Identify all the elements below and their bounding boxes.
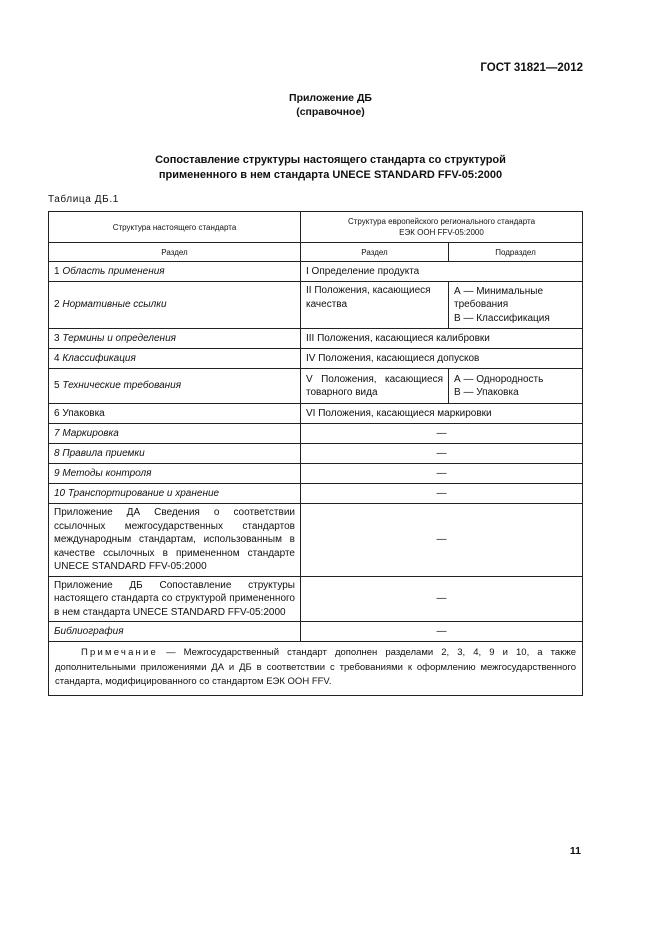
row-5-left <box>49 369 301 404</box>
table-label: Таблица ДБ.1 <box>48 194 119 205</box>
row-10-left: 10 Транспортирование и хранение <box>49 484 301 504</box>
table-row <box>49 424 583 444</box>
row-3-right: III Положения, касающиеся калибровки <box>301 329 583 349</box>
header-european-line-1: Структура европейского регионального стандарта <box>347 217 536 226</box>
table-row <box>49 444 583 464</box>
header-section-left: Раздел <box>49 243 301 262</box>
document-title <box>0 153 661 182</box>
header-subsection: Подраздел <box>449 243 583 262</box>
row-annex-db-right: — <box>301 576 583 622</box>
row-9-left: 9 Методы контроля <box>49 464 301 484</box>
row-5-number: 5 <box>54 380 60 392</box>
structure-comparison-table <box>48 211 583 696</box>
row-5-subsection-b: В — Упаковка <box>454 387 519 398</box>
document-title-line-1: Сопоставление структуры настоящего стандарта со структурой <box>155 154 506 166</box>
table-row <box>49 369 583 404</box>
header-current-structure: Структура настоящего стандарта <box>49 212 301 243</box>
row-8-left: 8 Правила приемки <box>49 444 301 464</box>
row-2-subsection-a: А — Минимальные требования <box>454 285 544 311</box>
row-4-title: Классификация <box>62 352 136 364</box>
table-row <box>49 349 583 369</box>
table-note-row <box>49 642 583 696</box>
row-annex-db-left: Приложение ДБ Сопоставление структуры настоящего стандарта со структурой примененного в нем стандарта UNECE STANDARD FFV-05:2000 <box>49 576 301 622</box>
row-7-left: 7 Маркировка <box>49 424 301 444</box>
row-2-subsection <box>449 282 583 329</box>
header-european-structure <box>301 212 583 243</box>
standard-code: ГОСТ 31821—2012 <box>480 62 583 74</box>
row-2-right: II Положения, касающиеся качества <box>301 282 449 329</box>
row-3-number: 3 <box>54 332 60 344</box>
row-2-left <box>49 282 301 329</box>
header-european-line-2: ЕЭК ООН FFV-05:2000 <box>399 228 484 237</box>
table-subheader-row <box>49 243 583 262</box>
row-9-right: — <box>301 464 583 484</box>
row-4-number: 4 <box>54 352 60 364</box>
row-6-left: 6 Упаковка <box>49 404 301 424</box>
row-2-title: Нормативные ссылки <box>62 299 167 311</box>
note-text: — Межгосударственный стандарт дополнен разделами 2, 3, 4, 9 и 10, а также дополнительными приложениями ДА и ДБ в соответствии с требованиями к оформлению межгосударственного стандарта, модифицированного со стандартом ЕЭК ООН FFV. <box>55 647 576 687</box>
row-5-title: Технические требования <box>62 380 182 392</box>
table-row <box>49 404 583 424</box>
row-5-right: V Положения, касающиеся товарного вида <box>301 369 449 404</box>
row-annex-da-right: — <box>301 504 583 577</box>
table-row <box>49 622 583 642</box>
row-4-left <box>49 349 301 369</box>
table-row <box>49 576 583 622</box>
appendix-title: Приложение ДБ <box>289 92 372 104</box>
header-section-right: Раздел <box>301 243 449 262</box>
appendix-subtitle: (справочное) <box>296 106 365 118</box>
row-3-left <box>49 329 301 349</box>
row-10-right: — <box>301 484 583 504</box>
table-row <box>49 504 583 577</box>
row-bibliography-right: — <box>301 622 583 642</box>
table-row <box>49 329 583 349</box>
row-5-subsection <box>449 369 583 404</box>
row-1-title: Область применения <box>62 265 165 277</box>
table-row <box>49 464 583 484</box>
row-2-subsection-b: В — Классификация <box>454 312 550 324</box>
row-1-number: 1 <box>54 265 60 277</box>
row-7-right: — <box>301 424 583 444</box>
row-annex-da-left: Приложение ДА Сведения о соответствии ссылочных межгосударственных стандартов международным стандартам, использованным в качестве ссылочных в примененном стандарте UNECE STANDARD FFV-05:2000 <box>49 504 301 577</box>
table-row <box>49 484 583 504</box>
row-2-number: 2 <box>54 299 60 311</box>
row-bibliography-left: Библиография <box>49 622 301 642</box>
page-number: 11 <box>569 845 581 857</box>
row-3-title: Термины и определения <box>62 332 176 344</box>
row-8-right: — <box>301 444 583 464</box>
appendix-heading <box>0 91 661 119</box>
row-6-right: VI Положения, касающиеся маркировки <box>301 404 583 424</box>
row-1-right: I Определение продукта <box>301 262 583 282</box>
table-row <box>49 262 583 282</box>
note-label: Примечание <box>81 647 158 658</box>
row-4-right: IV Положения, касающиеся допусков <box>301 349 583 369</box>
row-1-left <box>49 262 301 282</box>
table-row <box>49 282 583 329</box>
document-title-line-2: примененного в нем стандарта UNECE STANDARD FFV-05:2000 <box>158 168 503 181</box>
row-5-subsection-a: А — Однородность <box>454 373 544 385</box>
table-note <box>49 642 583 696</box>
table-header-row <box>49 212 583 243</box>
